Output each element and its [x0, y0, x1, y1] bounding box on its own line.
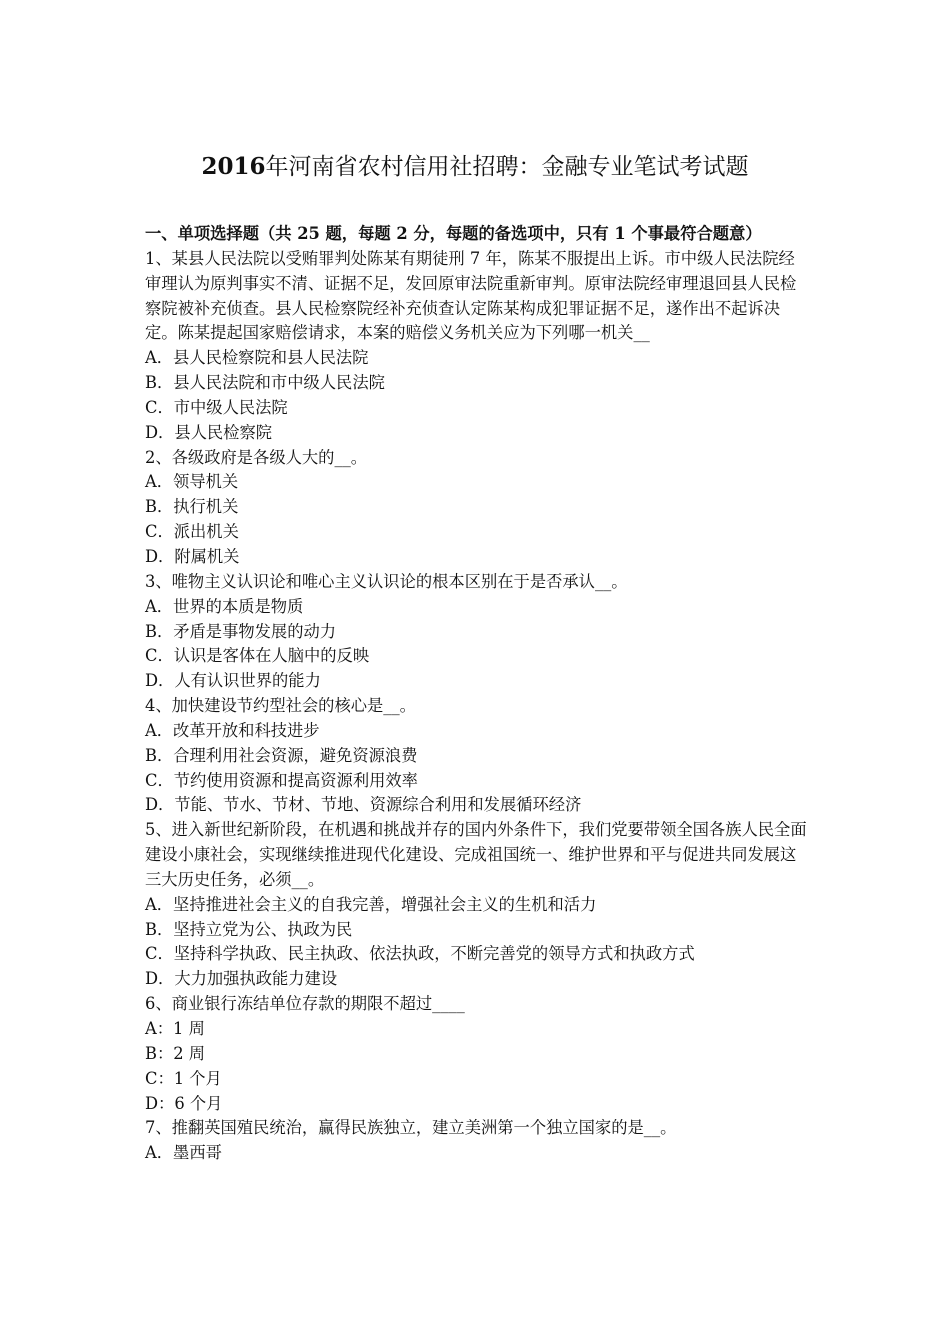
question-2 — [145, 446, 807, 570]
question-5 — [145, 818, 807, 992]
option-a: A：1 周 — [145, 1019, 205, 1038]
option-c: C：1 个月 — [145, 1068, 222, 1088]
section-heading: 一、单项选择题（共 25 题，每题 2 分，每题的备选项中，只有 1 个事最符合题意） — [145, 224, 762, 243]
option-d: D．县人民检察院 — [145, 422, 273, 442]
question-7 — [145, 1116, 807, 1166]
question-4 — [145, 694, 807, 818]
question-text: 3、唯物主义认识论和唯心主义认识论的根本区别在于是否承认__。 — [145, 571, 628, 591]
option-c: C．坚持科学执政、民主执政、依法执政，不断完善党的领导方式和执政方式 — [145, 944, 695, 964]
document-body — [145, 222, 807, 1166]
question-text: 7、推翻英国殖民统治，赢得民族独立，建立美洲第一个独立国家的是__。 — [145, 1118, 677, 1138]
option-d: D．附属机关 — [145, 546, 240, 566]
option-a: A．坚持推进社会主义的自我完善，增强社会主义的生机和活力 — [145, 894, 597, 914]
question-text: 4、加快建设节约型社会的核心是__。 — [145, 696, 416, 716]
option-c: C．派出机关 — [145, 522, 239, 542]
option-b: B：2 周 — [145, 1043, 206, 1063]
question-text: 6、商业银行冻结单位存款的期限不超过____ — [145, 994, 465, 1014]
option-a: A．世界的本质是物质 — [145, 596, 304, 616]
option-c: C．认识是客体在人脑中的反映 — [145, 646, 370, 666]
option-a: A．改革开放和科技进步 — [145, 720, 320, 740]
option-d: D：6 个月 — [145, 1093, 223, 1113]
question-3 — [145, 570, 807, 694]
option-b: B．坚持立党为公、执政为民 — [145, 919, 353, 939]
option-a: A．县人民检察院和县人民法院 — [145, 348, 369, 368]
title-year: 2016 — [201, 153, 266, 180]
title-text: 年河南省农村信用社招聘：金融专业笔试考试题 — [265, 154, 749, 180]
question-text: 5、进入新世纪新阶段，在机遇和挑战并存的国内外条件下，我们党要带领全国各族人民全面建设小康社会，实现继续推进现代化建设、完成祖国统一、维护世界和平与促进共同发展这三大历史任务，必须__。 — [145, 820, 807, 889]
question-1 — [145, 247, 807, 446]
option-d: D．大力加强执政能力建设 — [145, 969, 338, 989]
option-d: D．节能、节水、节材、节地、资源综合利用和发展循环经济 — [145, 795, 582, 815]
question-text: 2、各级政府是各级人大的__。 — [145, 447, 368, 467]
option-d: D．人有认识世界的能力 — [145, 671, 321, 691]
option-b: B．县人民法院和市中级人民法院 — [145, 373, 385, 393]
question-6 — [145, 992, 807, 1116]
option-b: B．矛盾是事物发展的动力 — [145, 621, 337, 641]
document-title — [0, 150, 950, 184]
option-a: A．领导机关 — [145, 472, 239, 492]
option-c: C．市中级人民法院 — [145, 397, 288, 417]
option-a: A．墨西哥 — [145, 1143, 222, 1163]
question-text: 1、某县人民法院以受贿罪判处陈某有期徒刑 7 年，陈某不服提出上诉。市中级人民法院经审理认为原判事实不清、证据不足，发回原审法院重新审判。原审法院经审理退回县人民检察院被补充侦查。县人民检察院经补充侦查认定陈某构成犯罪证据不足，遂作出不起诉决定。陈某提起国家赔偿请求，本案的赔偿义务机关应为下列哪一机关__ — [145, 248, 797, 343]
option-b: B．合理利用社会资源，避免资源浪费 — [145, 745, 418, 765]
option-b: B．执行机关 — [145, 497, 239, 517]
option-c: C．节约使用资源和提高资源利用效率 — [145, 770, 418, 790]
